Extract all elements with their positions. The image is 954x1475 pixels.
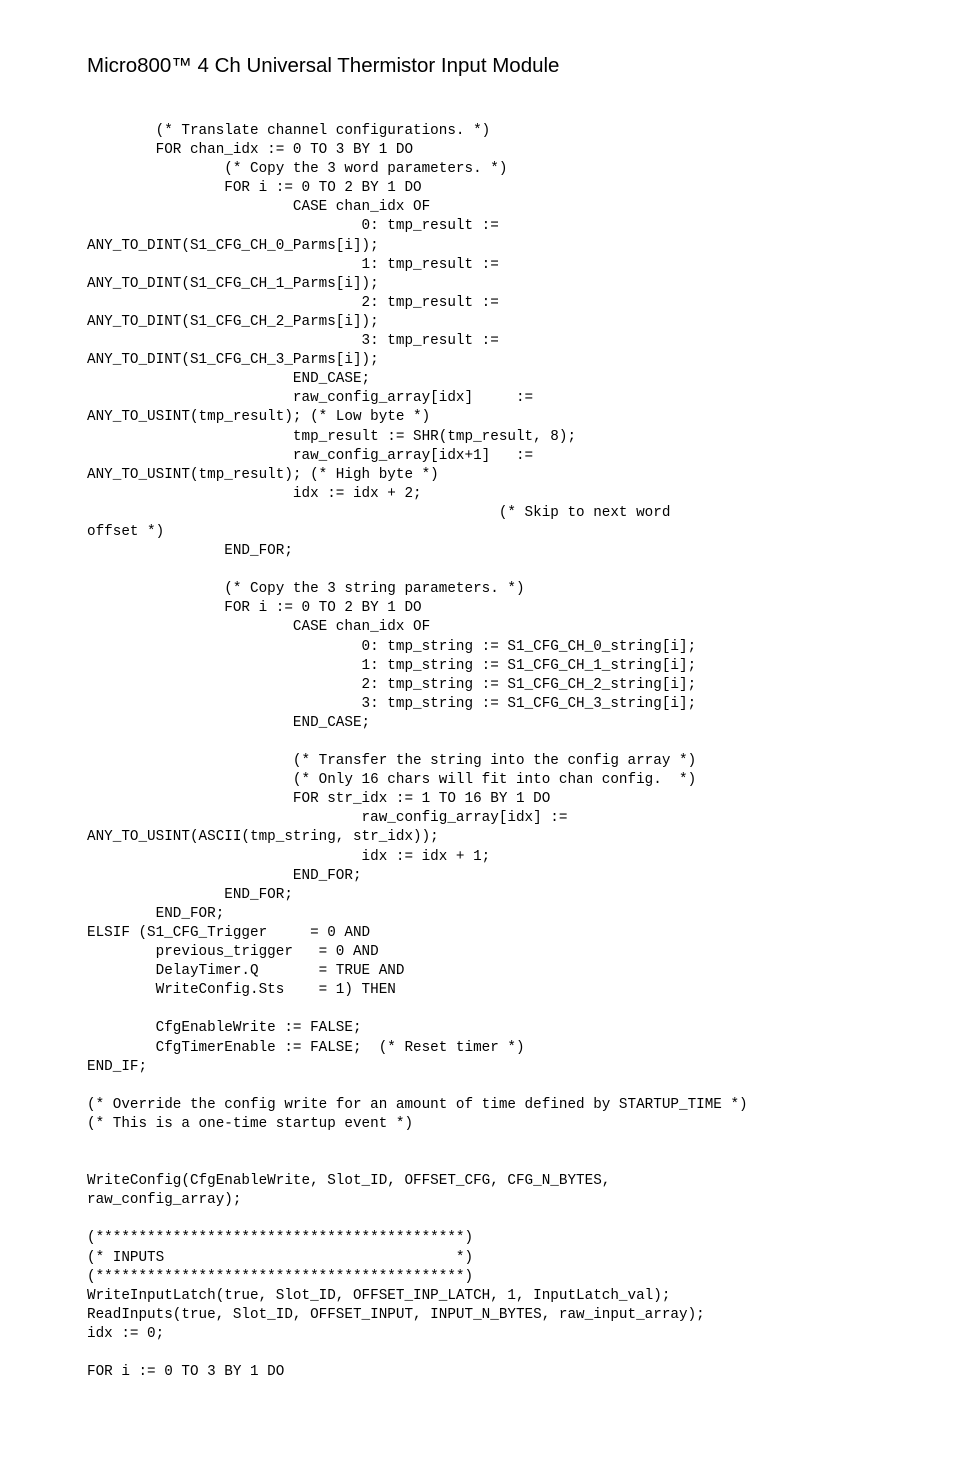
code-line: FOR chan_idx := 0 TO 3 BY 1 DO: [87, 142, 414, 159]
code-line: (* INPUTS *): [87, 1249, 474, 1266]
code-line: ANY_TO_USINT(tmp_result); (* High byte *): [87, 466, 439, 483]
code-line: (*******************************************): [87, 1230, 474, 1247]
code-line: END_FOR;: [87, 905, 225, 922]
code-line: (* Copy the 3 word parameters. *): [87, 161, 508, 178]
code-line: 1: tmp_result :=: [87, 256, 499, 273]
code-line: (* Translate channel configurations. *): [87, 123, 491, 139]
code-line: [87, 1000, 748, 1019]
code-line: CfgTimerEnable := FALSE; (* Reset timer *): [87, 1039, 525, 1056]
code-line: CfgEnableWrite := FALSE;: [87, 1020, 362, 1037]
code-listing: [87, 122, 748, 1382]
code-line: 3: tmp_result :=: [87, 333, 499, 350]
code-line: (* Skip to next word: [87, 504, 671, 521]
code-line: WriteInputLatch(true, Slot_ID, OFFSET_INP_LATCH, 1, InputLatch_val);: [87, 1287, 671, 1304]
code-line: FOR i := 0 TO 2 BY 1 DO: [87, 600, 422, 617]
code-line: 3: tmp_string := S1_CFG_CH_3_string[i];: [87, 695, 697, 712]
code-line: [87, 561, 748, 580]
code-line: offset *): [87, 523, 165, 540]
code-line: previous_trigger = 0 AND: [87, 944, 379, 961]
code-line: END_IF;: [87, 1058, 148, 1075]
code-line: 0: tmp_result :=: [87, 218, 499, 235]
code-line: [87, 1344, 748, 1363]
code-line: raw_config_array[idx] :=: [87, 810, 568, 827]
code-line: 2: tmp_result :=: [87, 294, 499, 311]
code-line: WriteConfig(CfgEnableWrite, Slot_ID, OFFSET_CFG, CFG_N_BYTES,: [87, 1173, 611, 1190]
code-line: CASE chan_idx OF: [87, 199, 431, 216]
code-line: [87, 1210, 748, 1229]
code-line: (* Override the config write for an amount of time defined by STARTUP_TIME *): [87, 1096, 748, 1113]
code-line: tmp_result := SHR(tmp_result, 8);: [87, 428, 577, 445]
code-line: [87, 733, 748, 752]
code-line: ANY_TO_DINT(S1_CFG_CH_1_Parms[i]);: [87, 275, 379, 292]
code-line: ELSIF (S1_CFG_Trigger = 0 AND: [87, 924, 371, 941]
page-title: Micro800™ 4 Ch Universal Thermistor Input Module: [87, 54, 560, 77]
code-line: idx := idx + 2;: [87, 485, 422, 502]
code-line: 1: tmp_string := S1_CFG_CH_1_string[i];: [87, 657, 697, 674]
code-line: END_FOR;: [87, 543, 293, 560]
code-line: END_CASE;: [87, 371, 371, 388]
code-line: ReadInputs(true, Slot_ID, OFFSET_INPUT, INPUT_N_BYTES, raw_input_array);: [87, 1306, 705, 1323]
code-line: FOR i := 0 TO 3 BY 1 DO: [87, 1364, 285, 1381]
code-line: ANY_TO_USINT(ASCII(tmp_string, str_idx));: [87, 829, 439, 846]
code-line: END_CASE;: [87, 714, 371, 731]
code-line: idx := 0;: [87, 1325, 165, 1342]
code-line: END_FOR;: [87, 886, 293, 903]
code-line: FOR str_idx := 1 TO 16 BY 1 DO: [87, 791, 551, 808]
code-line: WriteConfig.Sts = 1) THEN: [87, 982, 396, 999]
code-line: raw_config_array[idx+1] :=: [87, 447, 534, 464]
code-line: 0: tmp_string := S1_CFG_CH_0_string[i];: [87, 638, 697, 655]
code-line: [87, 1077, 748, 1096]
code-line: (* Copy the 3 string parameters. *): [87, 581, 525, 598]
code-line: (* This is a one-time startup event *): [87, 1115, 414, 1132]
code-line: [87, 1153, 748, 1172]
code-line: idx := idx + 1;: [87, 848, 491, 865]
code-line: 2: tmp_string := S1_CFG_CH_2_string[i];: [87, 676, 697, 693]
code-line: ANY_TO_USINT(tmp_result); (* Low byte *): [87, 409, 431, 426]
code-line: END_FOR;: [87, 867, 362, 884]
code-line: (* Only 16 chars will fit into chan config. *): [87, 772, 697, 789]
code-line: ANY_TO_DINT(S1_CFG_CH_3_Parms[i]);: [87, 352, 379, 369]
code-line: FOR i := 0 TO 2 BY 1 DO: [87, 180, 422, 197]
code-line: ANY_TO_DINT(S1_CFG_CH_0_Parms[i]);: [87, 237, 379, 254]
code-line: raw_config_array);: [87, 1192, 242, 1209]
code-line: raw_config_array[idx] :=: [87, 390, 534, 407]
code-line: CASE chan_idx OF: [87, 619, 431, 636]
code-line: DelayTimer.Q = TRUE AND: [87, 963, 405, 980]
code-line: (*******************************************): [87, 1268, 474, 1285]
code-line: [87, 1134, 748, 1153]
code-line: (* Transfer the string into the config array *): [87, 753, 697, 770]
code-line: ANY_TO_DINT(S1_CFG_CH_2_Parms[i]);: [87, 313, 379, 330]
